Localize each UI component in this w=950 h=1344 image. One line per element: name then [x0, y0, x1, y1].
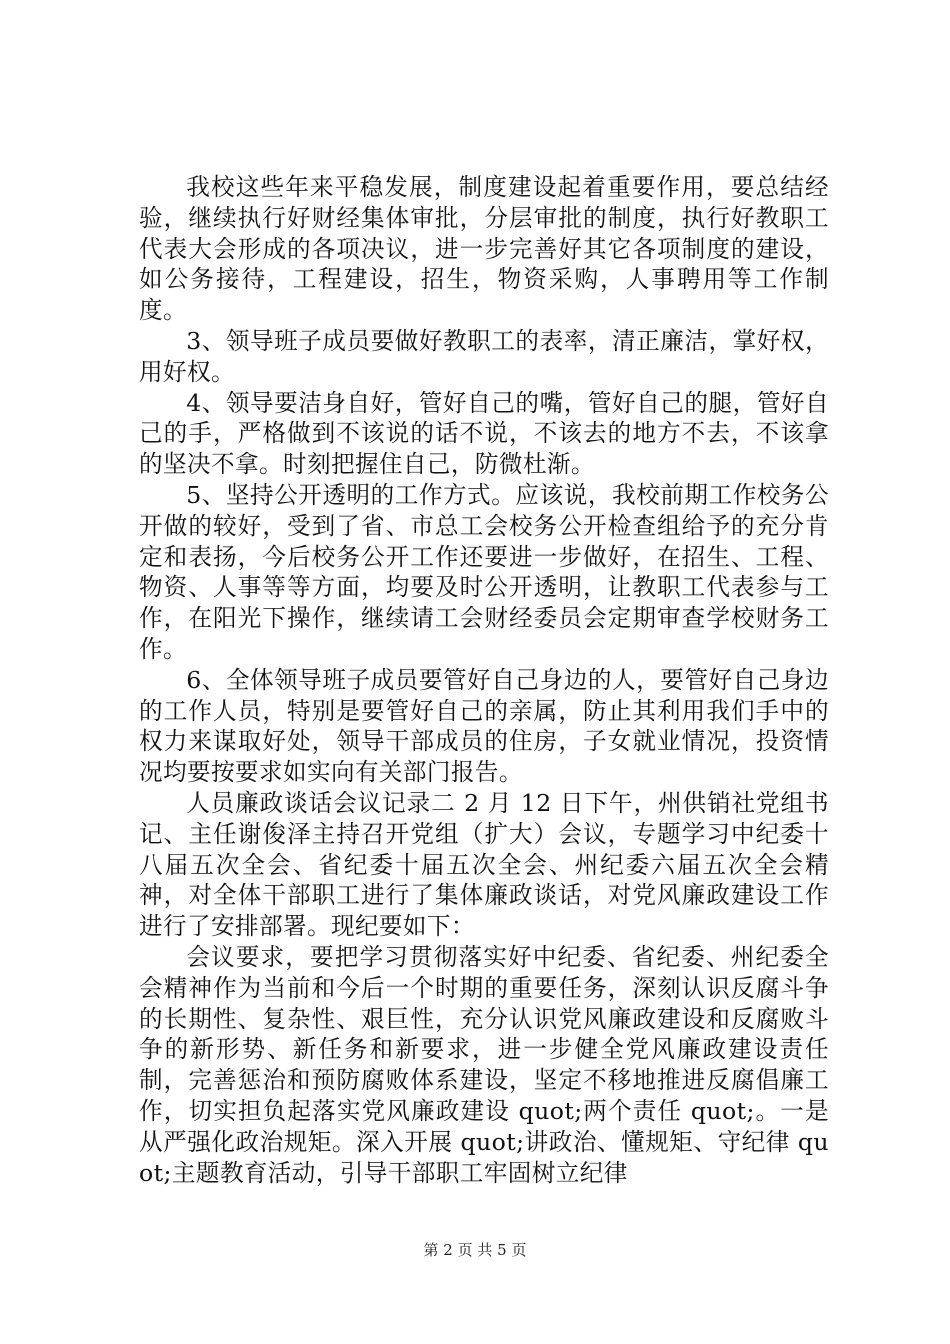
document-body — [139, 172, 829, 1188]
paragraph-item-3: 3、领导班子成员要做好教职工的表率，清正廉洁，掌好权，用好权。 — [139, 326, 829, 386]
paragraph-meeting-requirements: 会议要求，要把学习贯彻落实好中纪委、省纪委、州纪委全会精神作为当前和今后一个时期的重要任务，深刻认识反腐斗争的长期性、复杂性、艰巨性，充分认识党风廉政建设和反腐败斗争的新形势、新任务和新要求，进一步健全党风廉政建设责任制，完善惩治和预防腐败体系建设，坚定不移地推进反腐倡廉工作，切实担负起落实党风廉政建设 quot;两个责任 quot;。一是从严强化政治规矩。深入开展 quot;讲政治、懂规矩、守纪律 quot;主题教育活动，引导干部职工牢固树立纪律 — [139, 942, 829, 1187]
paragraph-item-4: 4、领导要洁身自好，管好自己的嘴，管好自己的腿，管好自己的手，严格做到不该说的话不说，不该去的地方不去，不该拿的坚决不拿。时刻把握住自己，防微杜渐。 — [139, 388, 829, 479]
paragraph-institution-building: 我校这些年来平稳发展，制度建设起着重要作用，要总结经验，继续执行好财经集体审批，分层审批的制度，执行好教职工代表大会形成的各项决议，进一步完善好其它各项制度的建设，如公务接待，工程建设，招生，物资采购，人事聘用等工作制度。 — [139, 173, 829, 325]
paragraph-item-5: 5、坚持公开透明的工作方式。应该说，我校前期工作校务公开做的较好，受到了省、市总工会校务公开检查组给予的充分肯定和表扬，今后校务公开工作还要进一步做好，在招生、工程、物资、人事等等方面，均要及时公开透明，让教职工代表参与工作，在阳光下操作，继续请工会财经委员会定期审查学校财务工作。 — [139, 480, 829, 663]
paragraph-meeting-record: 人员廉政谈话会议记录二 2 月 12 日下午，州供销社党组书记、主任谢俊泽主持召开党组（扩大）会议，专题学习中纪委十八届五次全会、省纪委十届五次全会、州纪委六届五次全会精神，对全体干部职工进行了集体廉政谈话，对党风廉政建设工作进行了安排部署。现纪要如下： — [139, 788, 829, 941]
paragraph-item-6: 6、全体领导班子成员要管好自己身边的人，要管好自己身边的工作人员，特别是要管好自己的亲属，防止其利用我们手中的权力来谋取好处，领导干部成员的住房，子女就业情况，投资情况均要按要求如实向有关部门报告。 — [139, 665, 829, 787]
page-footer: 第 2 页 共 5 页 — [423, 1241, 527, 1259]
